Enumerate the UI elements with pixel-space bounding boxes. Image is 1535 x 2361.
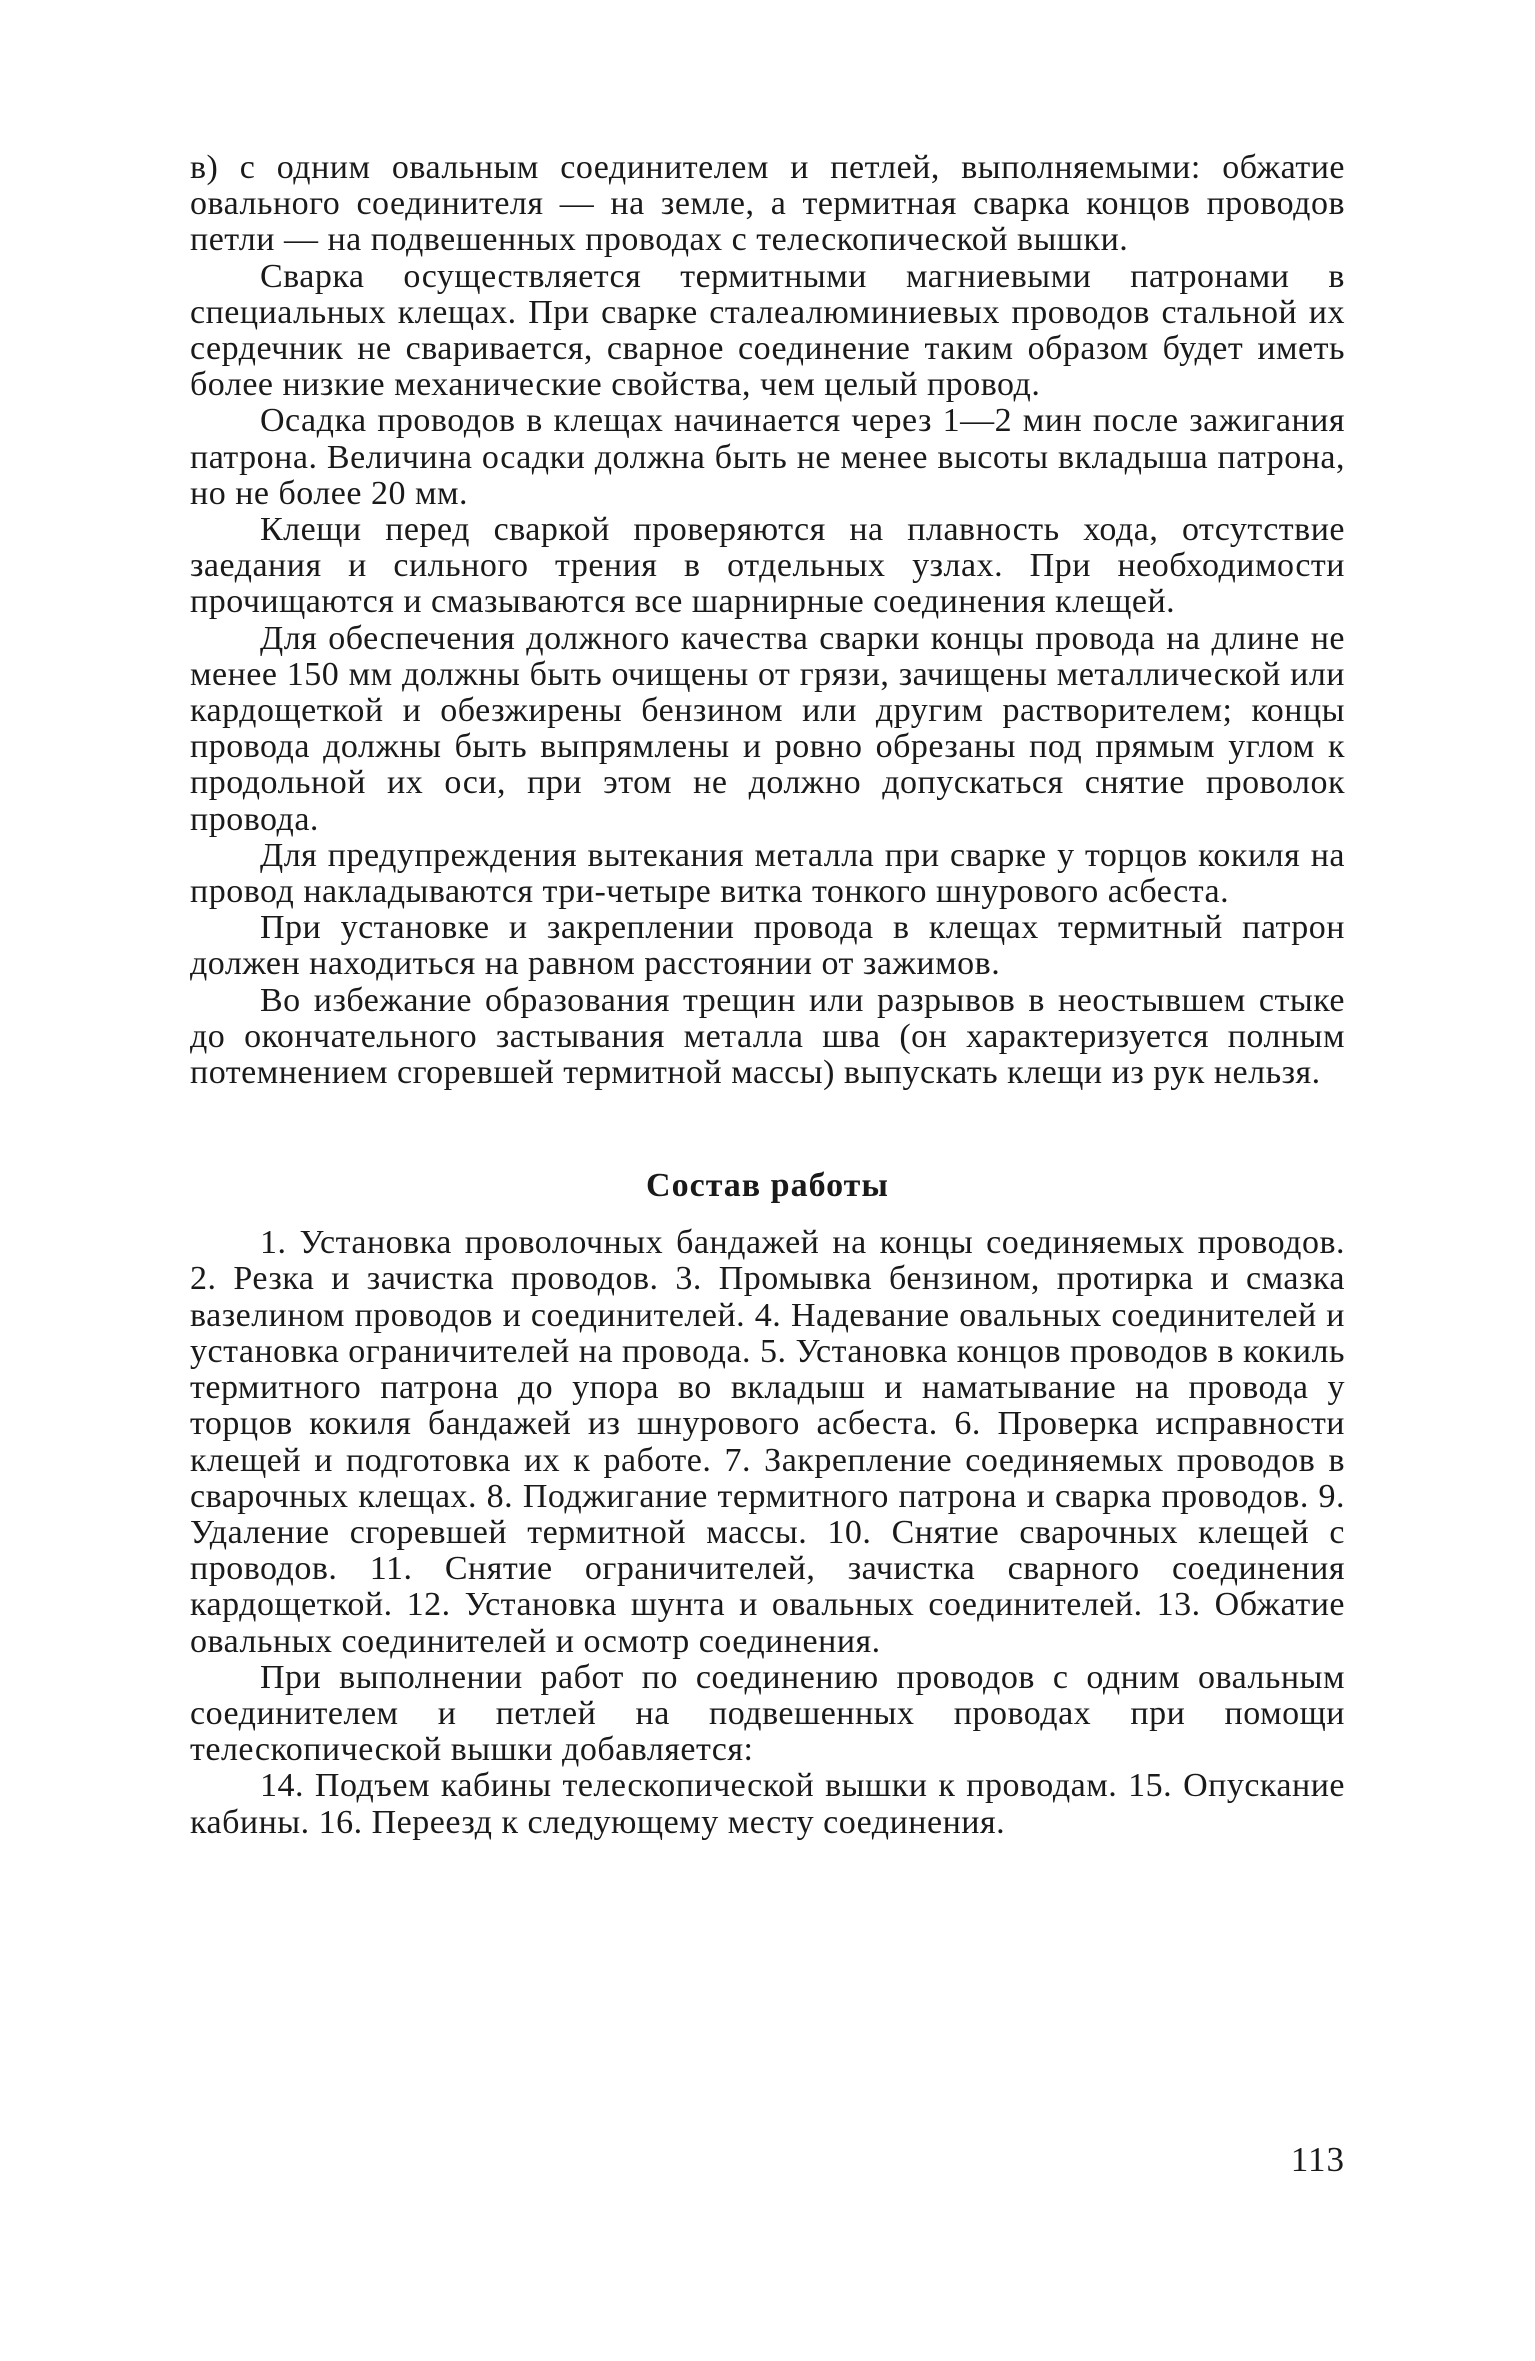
work-steps-extra-intro: При выполнении работ по соединению проводов с одним овальным соединителем и петлей на подвешенных проводах при помощи телескопической вышки добавляется: bbox=[190, 1658, 1345, 1769]
paragraph-wire-preparation: Для обеспечения должного качества сварки концы провода на длине не менее 150 мм должны быть очищены от грязи, зачищены металлической или кардощеткой и обезжирены бензином или другим растворителем; концы провода должны быть выпрямлены и ровно обрезаны под прямым углом к продольной их оси, при этом не должно допускаться снятие проволок провода. bbox=[190, 619, 1345, 838]
paragraph-cooling: Во избежание образования трещин или разрывов в неостывшем стыке до окончательного застывания металла шва (он характеризуется полным потемнением сгоревшей термитной массы) выпускать клещи из рук нельзя. bbox=[190, 981, 1345, 1092]
page-number: 113 bbox=[1290, 2140, 1345, 2179]
page-body bbox=[190, 150, 1345, 1841]
paragraph-upsetting: Осадка проводов в клещах начинается через 1—2 мин после зажигания патрона. Величина осадки должна быть не менее высоты вкладыша патрона, но не более 20 мм. bbox=[190, 402, 1345, 512]
paragraph-asbestos: Для предупреждения вытекания металла при сварке у торцов кокиля на провод накладываются три-четыре витка тонкого шнурового асбеста. bbox=[190, 836, 1345, 911]
paragraph-cartridge-position: При установке и закреплении провода в клещах термитный патрон должен находиться на равном расстоянии от зажимов. bbox=[190, 909, 1345, 983]
work-steps-extra-list: 14. Подъем кабины телескопической вышки к проводам. 15. Опускание кабины. 16. Переезд к следующему месту соединения. bbox=[190, 1767, 1345, 1841]
section-title: Состав работы bbox=[646, 1167, 889, 1205]
paragraph-welding-method: Сварка осуществляется термитными магниевыми патронами в специальных клещах. При сварке сталеалюминиевых проводов стальной их сердечник не сваривается, сварное соединение таким образом будет иметь более низкие механические свойства, чем целый провод. bbox=[190, 257, 1345, 404]
paragraph-pliers-check: Клещи перед сваркой проверяются на плавность хода, отсутствие заедания и сильного трения в отдельных узлах. При необходимости прочищаются и смазываются все шарнирные соединения клещей. bbox=[190, 511, 1345, 621]
paragraph-welding-option-c: в) с одним овальным соединителем и петлей, выполняемыми: обжатие овального соединителя — на земле, а термитная сварка концов проводов петли — на подвешенных проводах с телескопической вышки. bbox=[190, 149, 1345, 259]
work-steps-list: 1. Установка проволочных бандажей на концы соединяемых проводов. 2. Резка и зачистка проводов. 3. Промывка бензином, протирка и смазка вазелином проводов и соединителей. 4. Надевание овальных соединителей и установка ограничителей на провода. 5. Установка концов проводов в кокиль термитного патрона до упора во вкладыш и наматывание на провода у торцов кокиля бандажей из шнурового асбеста. 6. Проверка исправности клещей и подготовка их к работе. 7. Закрепление соединяемых проводов в сварочных клещах. 8. Поджигание термитного патрона и сварка проводов. 9. Удаление сгоревшей термитной массы. 10. Снятие сварочных клещей с проводов. 11. Снятие ограничителей, зачистка сварного соединения кардощеткой. 12. Установка шунта и овальных соединителей. 13. Обжатие овальных соединителей и осмотр соединения. bbox=[190, 1224, 1345, 1660]
